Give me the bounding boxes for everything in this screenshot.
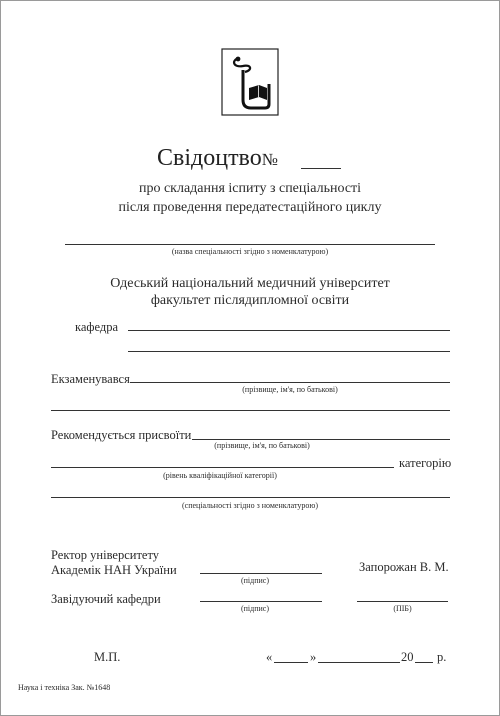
date-close-quote: »: [310, 650, 317, 664]
number-sign: №: [261, 150, 278, 169]
date-open-quote: «: [266, 650, 273, 664]
subtitle-line-2: після проведення передатестаційного циклу: [118, 200, 382, 215]
date-year-prefix: 20: [401, 650, 414, 664]
subtitle-line-1: про складання іспиту з спеціальності: [138, 181, 362, 196]
qualification-level-field[interactable]: [51, 467, 394, 468]
specialty-name-field[interactable]: [65, 244, 435, 245]
title-text: Свідоцтво: [157, 145, 262, 171]
caption-specialty-name: (назва спеціальності згідно з номенклатурою): [171, 247, 329, 256]
date-day-field[interactable]: [274, 662, 308, 663]
caption-signature-2: (підпис): [240, 604, 269, 613]
recommended-name-field[interactable]: [192, 439, 450, 440]
head-of-department-label: Завідуючий кафедри: [51, 592, 161, 606]
print-info: Наука і техніка Зак. №1648: [18, 683, 111, 692]
rector-title-line-1: Ректор університету: [51, 548, 160, 562]
examined-name-field[interactable]: [130, 382, 450, 383]
specialty-nomenclature-field[interactable]: [51, 497, 450, 498]
rector-name: Запорожан В. М.: [359, 560, 449, 574]
caption-specialty-nomenclature: (спеціальності згідно з номенклатурою): [181, 501, 318, 510]
head-signature-field[interactable]: [200, 601, 322, 602]
examined-label: Екзаменувався: [51, 372, 130, 386]
emblem-icon: [221, 48, 279, 116]
certificate-number-field[interactable]: [301, 168, 341, 169]
department-field-1[interactable]: [128, 330, 450, 331]
rector-signature-field[interactable]: [200, 573, 322, 574]
date-month-field[interactable]: [318, 662, 400, 663]
caption-pib: (ПІБ): [393, 604, 412, 613]
rector-title-line-2: Академік НАН України: [51, 563, 177, 577]
caption-full-name-2: (прізвище, ім'я, по батькові): [214, 441, 310, 450]
caption-full-name-1: (прізвище, ім'я, по батькові): [242, 385, 338, 394]
category-label: категорію: [399, 456, 452, 470]
university-name: Одеський національний медичний університет: [110, 276, 390, 291]
university-emblem: [221, 48, 279, 121]
caption-signature-1: (підпис): [240, 576, 269, 585]
faculty-name: факультет післядипломної освіти: [150, 293, 350, 308]
recommended-label: Рекомендується присвоїти: [51, 428, 192, 442]
date-year-suffix: р.: [437, 650, 447, 664]
department-field-2[interactable]: [128, 351, 450, 352]
department-label: кафедра: [75, 320, 119, 334]
head-name-field[interactable]: [357, 601, 448, 602]
date-year-field[interactable]: [415, 662, 433, 663]
document-title: [157, 145, 278, 172]
examined-name-field-2[interactable]: [51, 410, 450, 411]
stamp-label: М.П.: [94, 650, 121, 664]
caption-qualification-level: (рівень кваліфікаційної категорії): [163, 471, 277, 480]
